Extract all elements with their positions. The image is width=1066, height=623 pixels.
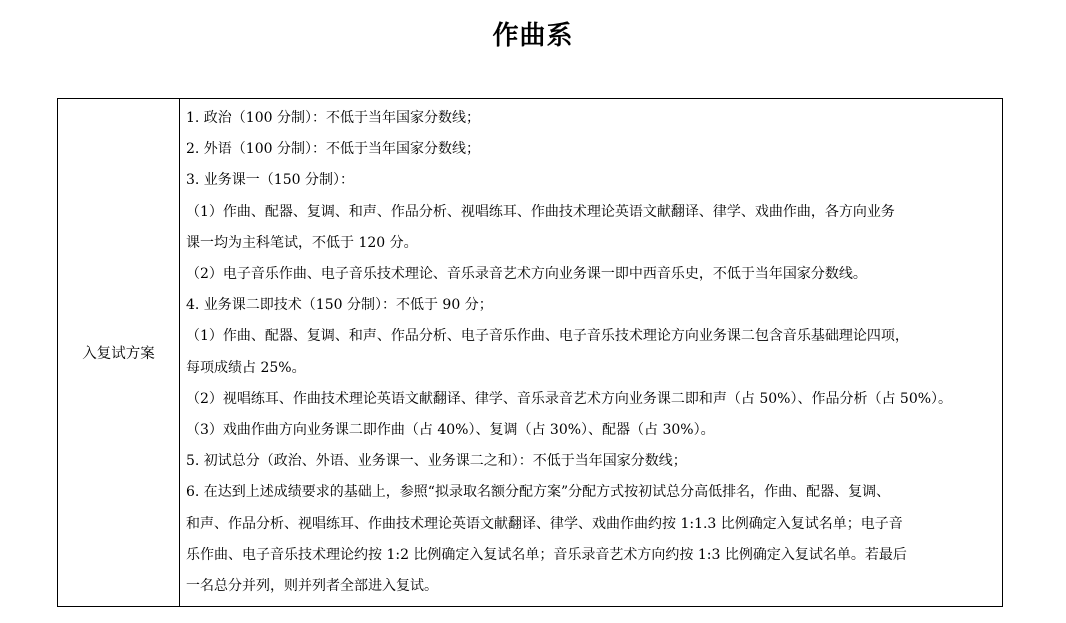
text-line: 每项成绩占 25%。 [186, 359, 306, 376]
text-line: 6. 在达到上述成绩要求的基础上，参照“拟录取名额分配方案”分配方式按初试总分高低排名，作曲、配器、复调、 [186, 484, 891, 501]
text-line: 一名总分并列，则并列者全部进入复试。 [186, 578, 438, 595]
text-line: （1）作曲、配器、复调、和声、作品分析、视唱练耳、作曲技术理论英语文献翻译、律学、戏曲作曲，各方向业务 [186, 203, 895, 220]
text-line: 和声、作品分析、视唱练耳、作曲技术理论英语文献翻译、律学、戏曲作曲约按 1:1.3 比例确定入复试名单；电子音 [186, 515, 903, 532]
text-line: 4. 业务课二即技术（150 分制）：不低于 90 分； [186, 297, 493, 314]
text-line: 2. 外语（100 分制）：不低于当年国家分数线； [186, 141, 480, 158]
page-title: 作曲系 [492, 21, 574, 51]
table-row [58, 99, 1003, 607]
admission-plan-table [57, 98, 1003, 607]
text-line: 乐作曲、电子音乐技术理论约按 1:2 比例确定入复试名单；音乐录音艺术方向约按 1:3 比例确定入复试名单。若最后 [186, 546, 907, 563]
text-line: （2）电子音乐作曲、电子音乐技术理论、音乐录音艺术方向业务课一即中西音乐史，不低于当年国家分数线。 [186, 266, 867, 283]
text-line: （1）作曲、配器、复调、和声、作品分析、电子音乐作曲、电子音乐技术理论方向业务课二包含音乐基础理论四项， [186, 328, 909, 345]
content-cell [180, 99, 1003, 607]
text-line: 3. 业务课一（150 分制）： [186, 172, 354, 189]
text-line: （2）视唱练耳、作曲技术理论英语文献翻译、律学、音乐录音艺术方向业务课二即和声（占 50%）、作品分析（占 50%）。 [186, 390, 953, 407]
text-line: （3）戏曲作曲方向业务课二即作曲（占 40%）、复调（占 30%）、配器（占 30%）。 [186, 422, 715, 439]
text-line: 5. 初试总分（政治、外语、业务课一、业务课二之和）：不低于当年国家分数线； [186, 453, 687, 470]
text-line: 课一均为主科笔试，不低于 120 分。 [186, 234, 418, 251]
row-label-cell: 入复试方案 [58, 99, 180, 607]
text-line: 1. 政治（100 分制）：不低于当年国家分数线； [186, 110, 480, 126]
